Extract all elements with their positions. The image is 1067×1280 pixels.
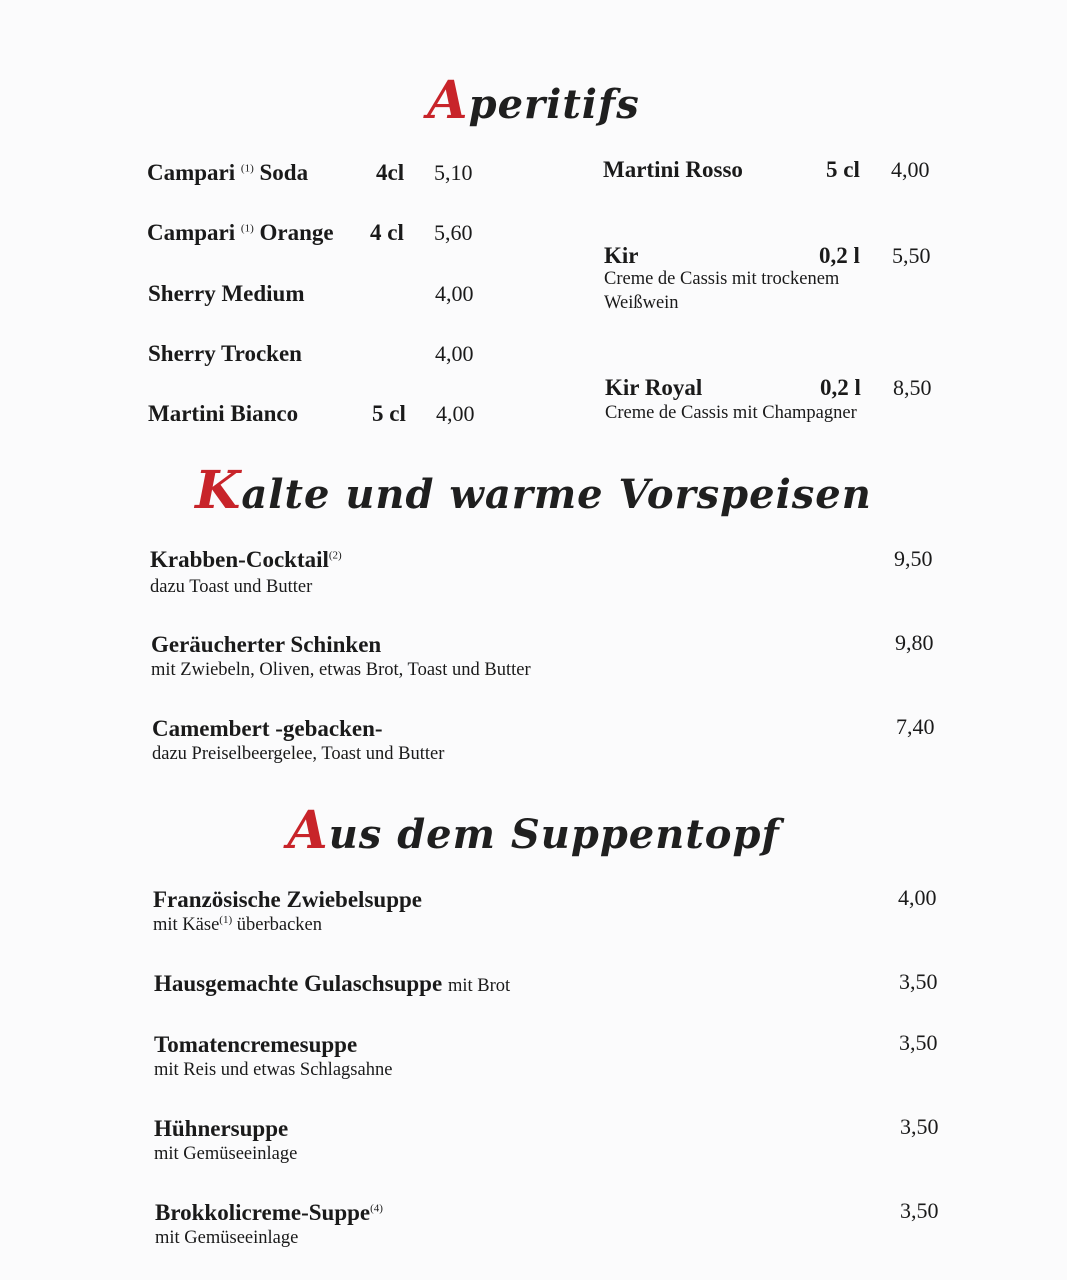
menu-item-name: Krabben-Cocktail$^{(2)}$ xyxy=(150,547,342,572)
vorspeisen-heading xyxy=(0,460,1067,521)
vorspeisen-heading-rest: alte und warme Vorspeisen xyxy=(241,471,872,518)
menu-item-description: mit Käse$^{(1)}$ überbacken xyxy=(153,913,322,935)
menu-item-description: dazu Preiselbeergelee, Toast und Butter xyxy=(152,744,445,764)
suppen-heading-rest: us dem Suppentopf xyxy=(328,811,780,858)
menu-item-price: 7,40 xyxy=(896,714,935,739)
menu-item-name: Kir Royal xyxy=(605,375,703,400)
menu-item-price: 4,00 xyxy=(891,157,930,182)
menu-item-name: Tomatencremesuppe xyxy=(154,1032,358,1057)
menu-item-name: Sherry Medium xyxy=(148,281,305,306)
aperitifs-heading xyxy=(0,70,1067,131)
menu-item-price: 4,00 xyxy=(436,401,475,426)
menu-item-description: mit Reis und etwas Schlagsahne xyxy=(154,1060,393,1080)
aperitifs-heading-rest: peritifs xyxy=(468,81,640,128)
suppen-heading xyxy=(0,800,1067,861)
menu-item-description: mit Gemüseeinlage xyxy=(154,1144,298,1164)
menu-item-name: Campari $^{(1)}$ Soda xyxy=(147,160,309,185)
menu-item-description: Weißwein xyxy=(604,293,679,313)
menu-item-price: 3,50 xyxy=(900,1198,939,1223)
menu-item-name: Camembert -gebacken- xyxy=(152,716,383,741)
menu-item-name: Hühnersuppe xyxy=(154,1116,289,1141)
menu-item-price: 9,80 xyxy=(895,630,934,655)
menu-item-name: Sherry Trocken xyxy=(148,341,302,366)
menu-item-size: 4 cl xyxy=(370,220,404,245)
menu-item-name: Campari $^{(1)}$ Orange xyxy=(147,220,334,245)
aperitifs-heading-initial: A xyxy=(427,70,469,131)
menu-item-size: 4cl xyxy=(376,160,405,185)
menu-item-name: Martini Rosso xyxy=(603,157,743,182)
menu-item-name: Geräucherter Schinken xyxy=(151,632,382,657)
vorspeisen-heading-initial: K xyxy=(195,460,242,521)
menu-item-price: 5,10 xyxy=(434,160,473,185)
menu-item-price: 8,50 xyxy=(893,375,932,400)
menu-item-description: Creme de Cassis mit Champagner xyxy=(605,403,857,423)
menu-item-name: Französische Zwiebelsuppe xyxy=(153,887,422,912)
menu-item-name: Hausgemachte Gulaschsuppe mit Brot xyxy=(154,971,511,996)
menu-item-price: 3,50 xyxy=(899,969,938,994)
menu-item-name: Brokkolicreme-Suppe$^{(4)}$ xyxy=(155,1200,383,1225)
menu-item-name: Kir xyxy=(604,243,639,268)
suppen-heading-initial: A xyxy=(287,800,329,861)
menu-item-price: 5,50 xyxy=(892,243,931,268)
menu-item-description: Creme de Cassis mit trockenem xyxy=(604,269,840,289)
menu-item-size: 0,2 l xyxy=(819,243,860,268)
menu-item-price: 4,00 xyxy=(435,281,474,306)
menu-item-name: Martini Bianco xyxy=(148,401,299,426)
menu-item-size: 5 cl xyxy=(826,157,860,182)
menu-item-price: 3,50 xyxy=(900,1114,939,1139)
menu-item-price: 4,00 xyxy=(898,885,937,910)
menu-item-size: 5 cl xyxy=(372,401,406,426)
menu-item-description: mit Gemüseeinlage xyxy=(155,1228,299,1248)
menu-item-description: dazu Toast und Butter xyxy=(150,577,313,597)
menu-item-price: 4,00 xyxy=(435,341,474,366)
menu-item-price: 3,50 xyxy=(899,1030,938,1055)
menu-item-price: 9,50 xyxy=(894,546,933,571)
menu-item-description: mit Zwiebeln, Oliven, etwas Brot, Toast und Butter xyxy=(151,660,531,680)
menu-item-size: 0,2 l xyxy=(820,375,861,400)
menu-item-price: 5,60 xyxy=(434,220,473,245)
